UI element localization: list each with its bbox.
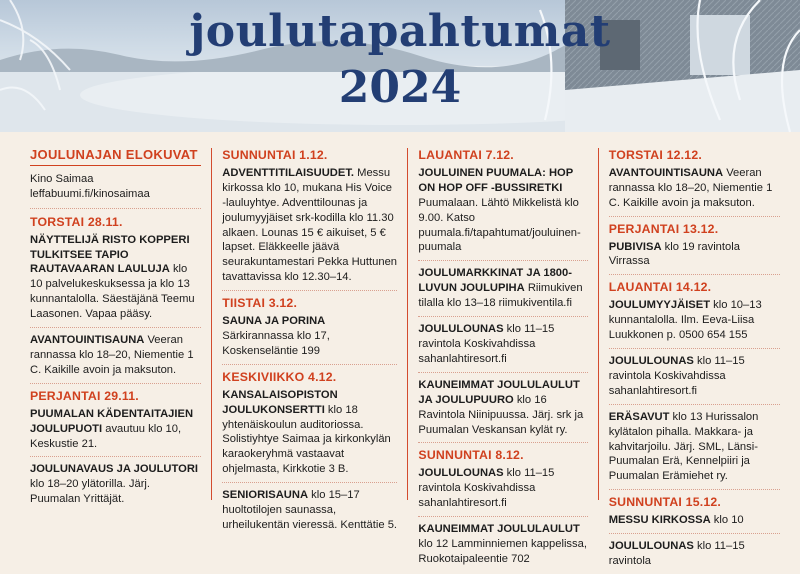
event-title: KAUNEIMMAT JOULULAULUT	[418, 523, 580, 536]
day-heading: PERJANTAI 29.11.	[30, 388, 139, 403]
event-details: klo 10 palvelukeskuksessa ja klo 13 kunnantalolla. Säestäjänä Teemu Laasonen. Vapaa pääsy.	[30, 263, 195, 321]
day-heading: TORSTAI 12.12.	[608, 148, 702, 162]
event-item	[418, 266, 587, 317]
day-heading: SUNNUNTAI 15.12.	[608, 495, 722, 510]
event-title: JOULULOUNAS	[418, 323, 504, 336]
event-item	[418, 522, 587, 572]
column-1	[30, 147, 211, 506]
page-title-year: 2024	[338, 62, 462, 113]
header-photo	[0, 0, 800, 132]
event-details: klo 18 yhtenäiskoulun auditoriossa. Solistiyhtye Saimaa ja kirkonkylän karaokeryhmä vastaavat ohjelmasta, Kirkkotie 3 B.	[222, 403, 391, 476]
event-item	[30, 407, 201, 458]
day-heading: TIISTAI 3.12.	[222, 296, 298, 311]
cinema-name: Kino Saimaa	[30, 172, 94, 185]
event-item	[418, 322, 587, 373]
event-item	[30, 462, 201, 512]
event-item	[222, 488, 397, 538]
day-heading: LAUANTAI 14.12.	[608, 280, 712, 295]
event-item	[418, 166, 587, 261]
event-item	[609, 298, 780, 349]
event-title: JOULUINEN PUUMALA: HOP ON HOP OFF -BUSSIRETKI	[418, 166, 573, 194]
event-title: NÄYTTELIJÄ RISTO KOPPERI TULKITSEE TAPIO RAUTAVAARAN LAULUJA	[30, 233, 190, 276]
day-heading: SUNNUNTAI 8.12.	[418, 448, 524, 463]
event-title: SENIORISAUNA	[222, 489, 309, 502]
event-title: PUUMALAN KÄDENTAITAJIEN JOULUPUOTI	[30, 407, 194, 435]
event-item	[30, 333, 201, 384]
event-title: JOULULOUNAS	[608, 540, 694, 553]
event-details: klo 15–17 huoltotilojen saunassa, urheilukentän vieressä. Kenttätie 5.	[222, 489, 398, 531]
event-details: klo 12 Lamminniemen kappelissa, Ruokotaipaleentie 702	[418, 537, 587, 565]
event-details: klo 18–20 ylätorilla. Järj. Puumalan Yrittäjät.	[30, 478, 151, 506]
column-3	[407, 148, 597, 565]
event-columns	[30, 147, 790, 567]
day-heading: SUNNUNTAI 1.12.	[222, 148, 328, 162]
event-title: SAUNA JA PORINA	[222, 315, 326, 328]
event-details: klo 11–15 ravintola Koskivahdissa sahanlahtiresort.fi	[418, 323, 555, 365]
event-title: ERÄSAVUT	[608, 410, 670, 423]
event-details: klo 13 Hurissalon kylätalon pihalla. Makkara- ja kahvitarjoilu. Järj. SML, Länsi-Puumalan Erä, Kennelpiiri ja Puumalan Erämiehet ry.	[608, 410, 759, 483]
event-details: klo 16 Ravintola Niinipuussa. Järj. srk ja Puumalan Veskansan kylät ry.	[418, 393, 584, 436]
event-details: Puumalaan. Lähtö Mikkelistä klo 9.00. Katso puumala.fi/tapahtumat/jouluinen-puumala	[418, 196, 581, 254]
page-title: joulutapahtumat	[189, 6, 611, 57]
cinema-link[interactable]: leffabuumi.fi/kinosaimaa	[30, 187, 150, 200]
event-title: MESSU KIRKOSSA	[608, 514, 711, 527]
event-title: AVANTOUINTISAUNA	[30, 334, 145, 347]
event-title: JOULUMYYJÄISET	[608, 299, 711, 312]
event-details: klo 10	[710, 514, 744, 527]
event-details: Veeran rannassa klo 18–20, Niementie 1 C. Kaikille avoin ja maksuton.	[30, 334, 194, 376]
event-details: Messu kirkossa klo 10, mukana His Voice -lauluyhtye. Adventtilounas ja joulumyyjäiset srk-kodilla klo 11.30 alkaen. Lounas 15 € aikuiset, 5 € lapset. Eläkkeelle jäävä seurakuntamestari Pekka Huttunen tavattavissa klo 12.30–14.	[222, 166, 398, 284]
event-details: klo 11–15 ravintola Koskivahdissa sahanlahtiresort.fi	[418, 467, 555, 510]
event-title: JOULULOUNAS	[418, 467, 504, 480]
day-heading: KESKIVIIKKO 4.12.	[222, 369, 337, 384]
event-title: ADVENTTITILAISUUDET.	[222, 166, 355, 179]
divider	[30, 208, 201, 209]
event-details: klo 11–15 ravintola	[608, 540, 745, 567]
section-heading-movies: JOULUNAJAN ELOKUVAT	[30, 148, 201, 166]
event-item	[609, 166, 780, 217]
event-item	[609, 513, 780, 534]
event-title: JOULULOUNAS	[608, 354, 694, 367]
event-item	[30, 233, 201, 328]
event-item	[609, 354, 780, 405]
event-item	[222, 166, 397, 291]
event-title: JOULUNAVAUS JA JOULUTORI	[30, 463, 199, 476]
event-details: klo 19 ravintola Virrassa	[608, 240, 740, 268]
event-details: klo 10–13 kunnantalolla. Ilm. Eeva-Liisa Luukkonen p. 0500 654 155	[608, 299, 762, 342]
event-item	[222, 314, 397, 365]
event-item	[609, 410, 780, 491]
day-heading: PERJANTAI 13.12.	[608, 221, 719, 236]
column-2	[211, 148, 407, 531]
event-item	[609, 240, 780, 276]
event-item	[609, 539, 780, 574]
event-title: JOULUMARKKINAT JA 1800-LUVUN JOULUPIHA	[418, 267, 572, 295]
day-heading: TORSTAI 28.11.	[30, 214, 123, 229]
event-title: PUBIVISA	[608, 240, 662, 253]
event-details: klo 11–15 ravintola Koskivahdissa sahanlahtiresort.fi	[608, 354, 745, 397]
cinema-info	[30, 172, 201, 202]
event-item	[418, 378, 587, 444]
day-heading: LAUANTAI 7.12.	[418, 148, 514, 162]
event-item	[418, 466, 587, 517]
event-title: KAUNEIMMAT JOULULAULUT JA JOULUPUURO	[418, 378, 580, 406]
column-4	[598, 148, 790, 567]
event-title: AVANTOUINTISAUNA	[608, 166, 724, 179]
event-details: avautuu klo 10, Keskustie 21.	[30, 422, 182, 450]
event-details: Veeran rannassa klo 18–20, Niementie 1 C. Kaikille avoin ja maksuton.	[608, 166, 773, 209]
event-title: KANSALAISOPISTON JOULUKONSERTTI	[222, 388, 338, 416]
event-item	[222, 388, 397, 483]
event-details: Särkirannassa klo 17, Koskenseläntie 199	[222, 329, 330, 357]
event-details: Riimukiven tilalla klo 13–18 riimukiventila.fi	[418, 282, 583, 310]
